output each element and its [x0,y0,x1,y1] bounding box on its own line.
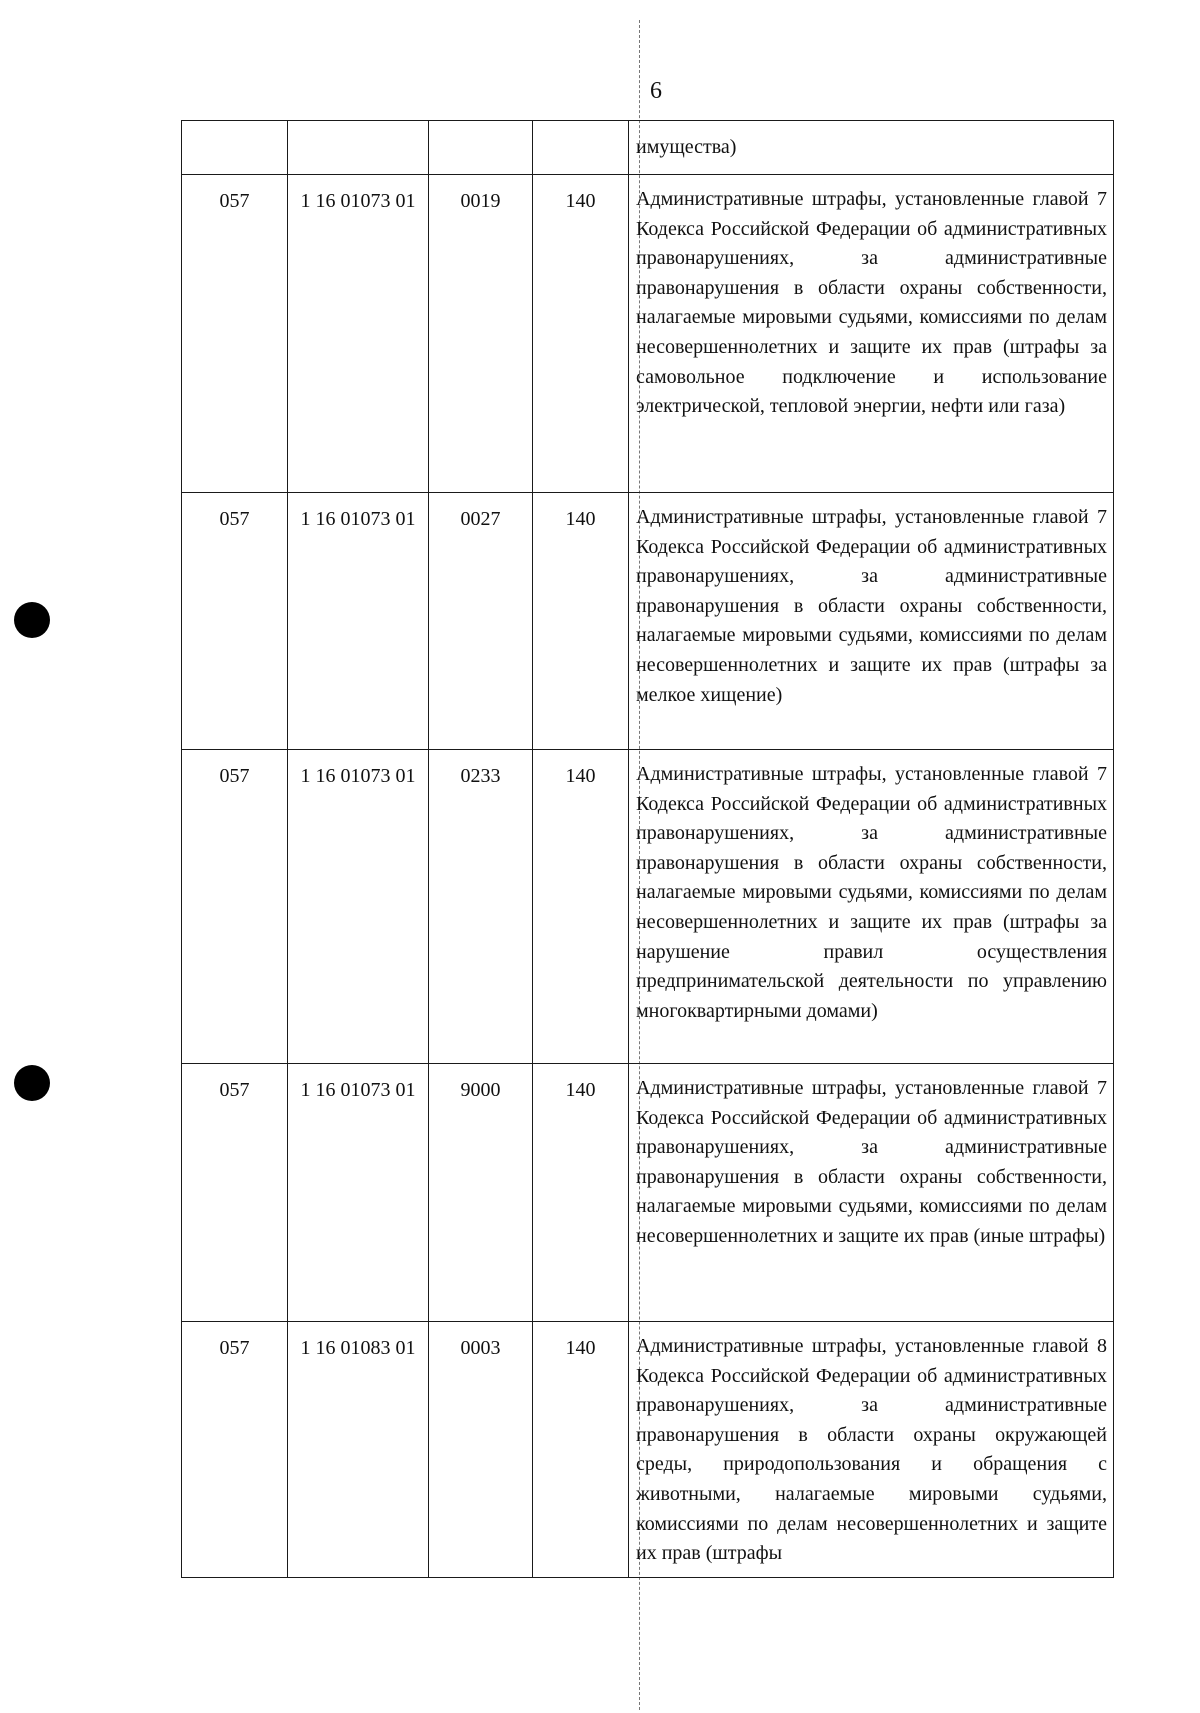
kosgu-cell: 140 [533,1064,629,1322]
page-number: 6 [650,78,662,104]
table-row [182,1322,1114,1578]
punch-hole-mark [14,1065,50,1101]
admin-code-cell: 057 [182,750,288,1064]
description-cell: имущества) [629,121,1114,175]
kosgu-cell: 140 [533,750,629,1064]
description-cell: Административные штрафы, установленные главой 7 Кодекса Российской Федерации об административных правонарушениях, за административные правонарушения в области охраны собственности, налагаемые мировыми судьями, комиссиями по делам несовершеннолетних и защите их прав (штрафы за мелкое хищение) [629,493,1114,750]
kosgu-cell: 140 [533,175,629,493]
subcode-cell: 0233 [429,750,533,1064]
table-row [182,493,1114,750]
table-row [182,750,1114,1064]
subcode-cell [429,121,533,175]
admin-code-cell: 057 [182,493,288,750]
subcode-cell: 9000 [429,1064,533,1322]
description-cell: Административные штрафы, установленные главой 7 Кодекса Российской Федерации об административных правонарушениях, за административные правонарушения в области охраны собственности, налагаемые мировыми судьями, комиссиями по делам несовершеннолетних и защите их прав (штрафы за нарушение правил осуществления предпринимательской деятельности по управлению многоквартирными домами) [629,750,1114,1064]
kbk-cell: 1 16 01073 01 [288,175,429,493]
punch-hole-mark [14,602,50,638]
budget-codes-table [181,120,1114,1578]
admin-code-cell: 057 [182,1064,288,1322]
kosgu-cell: 140 [533,493,629,750]
description-cell: Административные штрафы, установленные главой 8 Кодекса Российской Федерации об административных правонарушениях, за административные правонарушения в области охраны окружающей среды, природопользования и обращения с животными, налагаемые мировыми судьями, комиссиями по делам несовершеннолетних и защите их прав (штрафы [629,1322,1114,1578]
kbk-cell: 1 16 01073 01 [288,493,429,750]
description-cell: Административные штрафы, установленные главой 7 Кодекса Российской Федерации об административных правонарушениях, за административные правонарушения в области охраны собственности, налагаемые мировыми судьями, комиссиями по делам несовершеннолетних и защите их прав (штрафы за самовольное подключение и использование электрической, тепловой энергии, нефти или газа) [629,175,1114,493]
table-row [182,121,1114,175]
admin-code-cell [182,121,288,175]
kbk-cell: 1 16 01073 01 [288,1064,429,1322]
kbk-cell [288,121,429,175]
subcode-cell: 0019 [429,175,533,493]
admin-code-cell: 057 [182,175,288,493]
subcode-cell: 0027 [429,493,533,750]
table-row [182,175,1114,493]
kosgu-cell [533,121,629,175]
description-cell: Административные штрафы, установленные главой 7 Кодекса Российской Федерации об административных правонарушениях, за административные правонарушения в области охраны собственности, налагаемые мировыми судьями, комиссиями по делам несовершеннолетних и защите их прав (иные штрафы) [629,1064,1114,1322]
kbk-cell: 1 16 01083 01 [288,1322,429,1578]
table-row [182,1064,1114,1322]
kosgu-cell: 140 [533,1322,629,1578]
subcode-cell: 0003 [429,1322,533,1578]
kbk-cell: 1 16 01073 01 [288,750,429,1064]
admin-code-cell: 057 [182,1322,288,1578]
